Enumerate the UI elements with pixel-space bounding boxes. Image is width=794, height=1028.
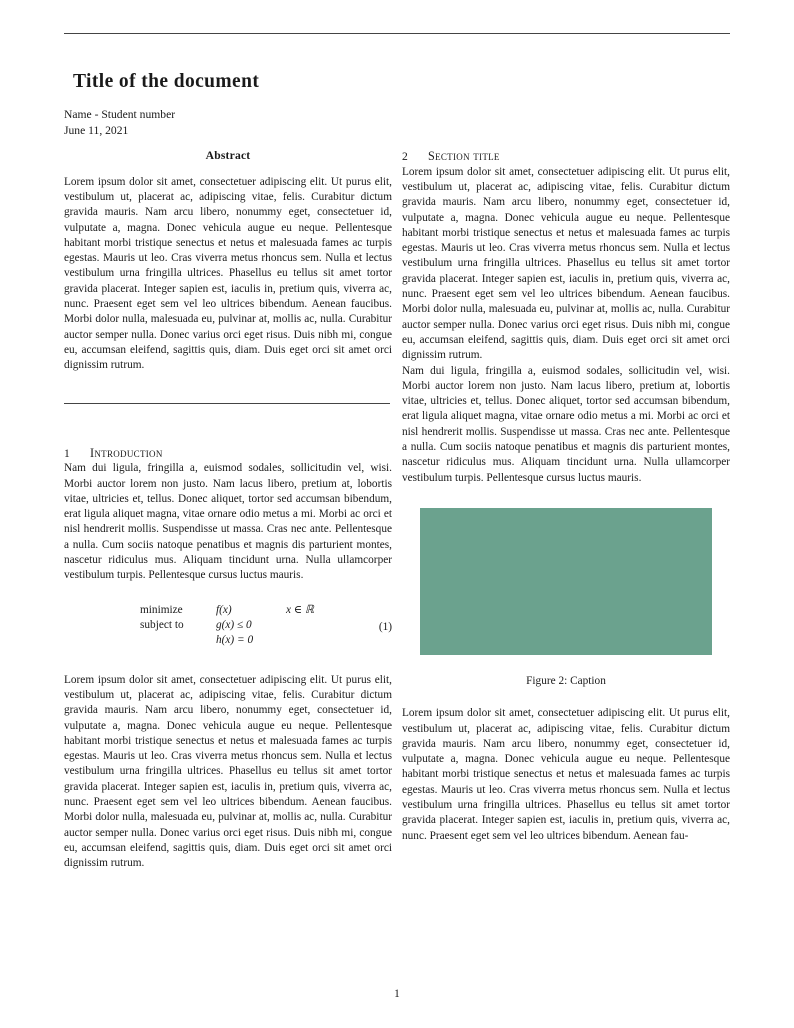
equation-constraint-equality: h(x) = 0	[216, 634, 254, 647]
equation-number: (1)	[378, 620, 392, 633]
equation-domain: x ∈ ℝ	[286, 603, 314, 616]
section-heading-section-title	[402, 148, 730, 165]
header-rule	[64, 33, 730, 34]
figure-caption: Figure 2: Caption	[526, 674, 606, 687]
page-number: 1	[394, 988, 400, 1000]
section-title: Section title	[428, 149, 500, 163]
equation-row-objective	[140, 603, 314, 618]
section-number: 2	[402, 150, 408, 163]
figure-container	[402, 508, 730, 689]
left-column	[64, 148, 392, 872]
section-title: Introduction	[90, 445, 163, 460]
author-line: Name - Student number	[64, 108, 176, 122]
section-heading-introduction	[64, 445, 392, 462]
equation-body	[140, 603, 314, 649]
figure-image	[420, 508, 712, 655]
section-paragraph: Nam dui ligula, fringilla a, euismod sodales, sollicitudin vel, wisi. Morbi auctor lorem non justo. Nam lacus libero, pretium at, lobortis vitae, ultricies et, tellus. Donec aliquet, tortor sed accumsan bibendum, erat ligula aliquet magna, vitae ornare odio metus a mi. Morbi ac orci et nisl hendrerit mollis. Suspendisse ut massa. Cras nec ante. Pellentesque a nulla. Cum sociis natoque penatibus et magnis dis parturient montes, nascetur ridiculus mus. Aliquam tincidunt urna. Nulla ullamcorper vestibulum turpis. Pellentesque cursus luctus mauris.	[64, 462, 392, 582]
abstract-divider-rule	[64, 403, 390, 404]
equation-constraint-inequality: g(x) ≤ 0	[216, 619, 252, 631]
equation-objective: f(x)	[216, 603, 232, 616]
section-paragraph: Lorem ipsum dolor sit amet, consectetuer adipiscing elit. Ut purus elit, vestibulum ut, placerat ac, adipiscing vitae, felis. Curabitur dictum gravida mauris. Nam arcu libero, nonummy eget, consectetuer id, vulputate a, magna. Donec vehicula augue eu neque. Pellentesque habitant morbi tristique senectus et netus et malesuada fames ac turpis egestas. Mauris ut leo. Cras viverra metus rhoncus sem. Nulla et lectus vestibulum urna fringilla ultrices. Phasellus eu tellus sit amet tortor gravida placerat. Integer sapien est, iaculis in, pretium quis, viverra ac, nunc. Praesent eget sem vel leo ultrices bibendum. Aenean faucibus. Morbi dolor nulla, malesuada eu, pulvinar at, mollis ac, nulla. Curabitur auctor semper nulla. Donec varius orci eget risus. Duis nibh mi, congue eu, accumsan eleifend, sagittis quis, diam. Duis eget orci sit amet orci dignissim rutrum.	[402, 165, 730, 362]
equation-row-inequality	[140, 618, 314, 633]
abstract-text: Lorem ipsum dolor sit amet, consectetuer adipiscing elit. Ut purus elit, vestibulum ut, placerat ac, adipiscing vitae, felis. Curabitur dictum gravida mauris. Nam arcu libero, nonummy eget, consectetuer id, vulputate a, magna. Donec vehicula augue eu neque. Pellentesque habitant morbi tristique senectus et netus et malesuada fames ac turpis egestas. Mauris ut leo. Cras viverra metus rhoncus sem. Nulla et lectus vestibulum urna fringilla ultrices. Phasellus eu tellus sit amet tortor gravida placerat. Integer sapien est, iaculis in, pretium quis, viverra ac, nunc. Praesent eget sem vel leo ultrices bibendum. Aenean faucibus. Morbi dolor nulla, malesuada eu, pulvinar at, mollis ac, nulla. Curabitur auctor semper nulla. Donec varius orci eget risus. Duis nibh mi, congue eu, accumsan eleifend, sagittis quis, diam. Duis eget orci sit amet orci dignissim rutrum.	[64, 175, 392, 372]
equation-label-minimize: minimize	[140, 603, 183, 616]
equation-row-equality	[140, 633, 314, 648]
date-line: June 11, 2021	[64, 123, 129, 137]
right-column	[402, 148, 730, 844]
section-number: 1	[64, 446, 70, 460]
page-title: Title of the document	[73, 71, 260, 92]
equation-block	[64, 603, 392, 655]
title-block	[64, 70, 730, 138]
section-paragraph: Lorem ipsum dolor sit amet, consectetuer adipiscing elit. Ut purus elit, vestibulum ut, placerat ac, adipiscing vitae, felis. Curabitur dictum gravida mauris. Nam arcu libero, nonummy eget, consectetuer id, vulputate a, magna. Donec vehicula augue eu neque. Pellentesque habitant morbi tristique senectus et netus et malesuada fames ac turpis egestas. Mauris ut leo. Cras viverra metus rhoncus sem. Nulla et lectus vestibulum urna fringilla ultrices. Phasellus eu tellus sit amet tortor gravida placerat. Integer sapien est, iaculis in, pretium quis, viverra ac, nunc. Praesent eget sem vel leo ultrices bibendum. Aenean faucibus. Morbi dolor nulla, malesuada eu, pulvinar at, mollis ac, nulla. Curabitur auctor semper nulla. Donec varius orci eget risus. Duis nibh mi, congue eu, accumsan eleifend, sagittis quis, diam. Duis eget orci sit amet orci dignissim rutrum.	[64, 673, 392, 870]
equation-label-subject-to: subject to	[140, 619, 184, 631]
section-paragraph: Lorem ipsum dolor sit amet, consectetuer adipiscing elit. Ut purus elit, vestibulum ut, placerat ac, adipiscing vitae, felis. Curabitur dictum gravida mauris. Nam arcu libero, nonummy eget, consectetuer id, vulputate a, magna. Donec vehicula augue eu neque. Pellentesque habitant morbi tristique senectus et netus et malesuada fames ac turpis egestas. Mauris ut leo. Cras viverra metus rhoncus sem. Nulla et lectus vestibulum urna fringilla ultrices. Phasellus eu tellus sit amet tortor gravida placerat. Integer sapien est, iaculis in, pretium quis, viverra ac, nunc. Praesent eget sem vel leo ultrices bibendum. Aenean fau-	[402, 707, 730, 842]
section-paragraph: Nam dui ligula, fringilla a, euismod sodales, sollicitudin vel, wisi. Morbi auctor lorem non justo. Nam lacus libero, pretium at, lobortis vitae, ultricies et, tellus. Donec aliquet, tortor sed accumsan bibendum, erat ligula aliquet magna, vitae ornare odio metus a mi. Morbi ac orci et nisl hendrerit mollis. Suspendisse ut massa. Cras nec ante. Pellentesque a nulla. Cum sociis natoque penatibus et magnis dis parturient montes, nascetur ridiculus mus. Aliquam tincidunt urna. Nulla ullamcorper vestibulum turpis. Pellentesque cursus luctus mauris.	[402, 364, 730, 484]
abstract-heading: Abstract	[205, 149, 251, 162]
section-introduction	[64, 445, 392, 872]
